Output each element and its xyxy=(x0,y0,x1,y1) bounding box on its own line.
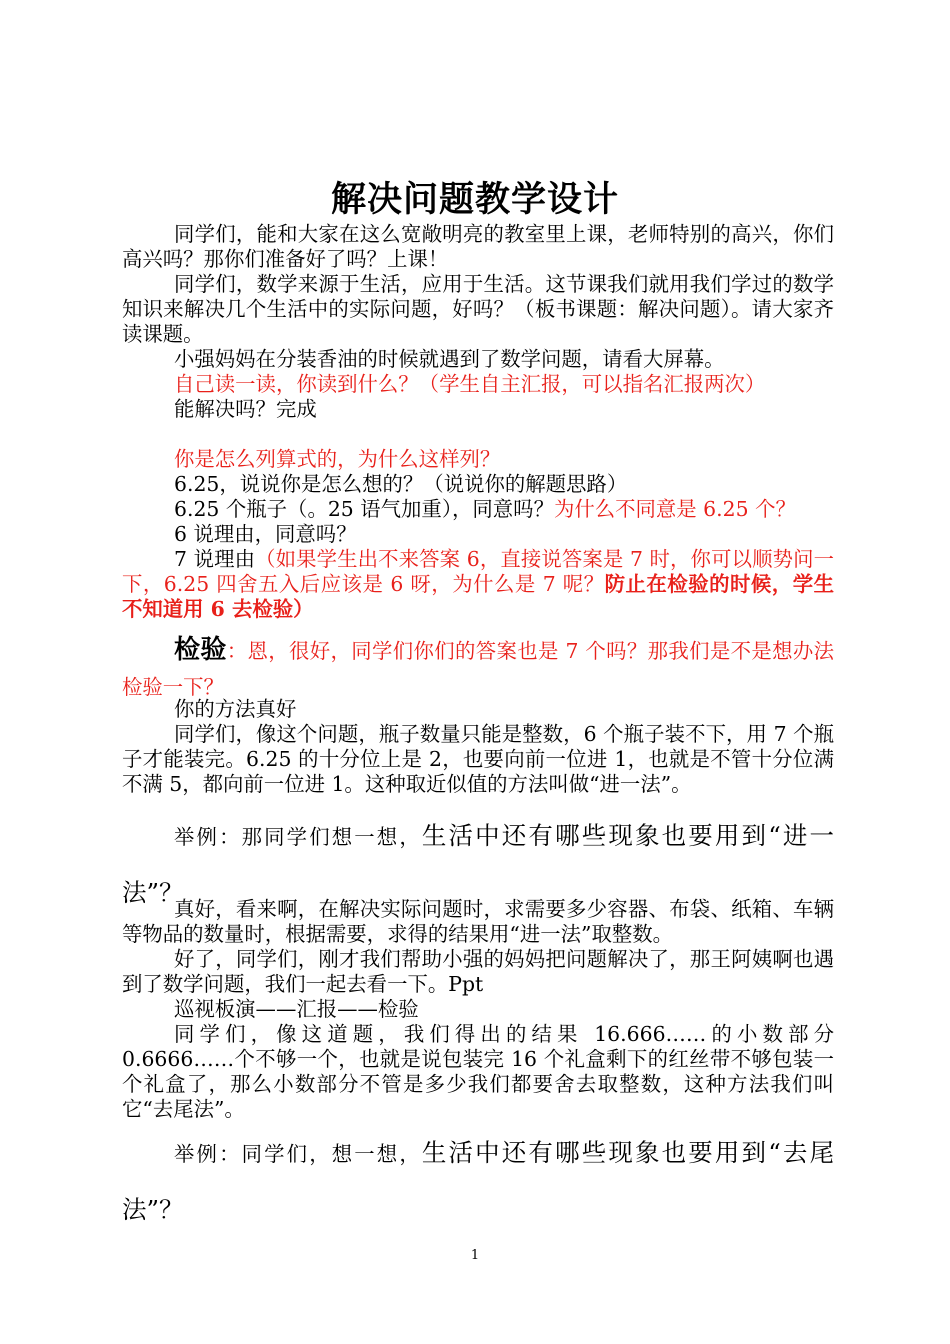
jinyi-example-lead: 举例：那同学们想一想， xyxy=(174,825,422,849)
quwei-example-question: 生活中还有哪些现象也要用到“去尾法”？ xyxy=(122,1138,835,1224)
page-number: 1 xyxy=(470,1248,480,1263)
paragraph-xiaoqiang: 小强妈妈在分装香油的时候就遇到了数学问题，请看大屏幕。 xyxy=(174,347,725,371)
paragraph-intro: 同学们，数学来源于生活，应用于生活。这节课我们就用我们学过的数学知识来解决几个生活中的实际问题，好吗？（板书课题：解决问题）。请大家齐读课题。 xyxy=(122,272,834,346)
paragraph-verify xyxy=(122,632,834,705)
paragraph-6-reason: 6 说理由，同意吗？ xyxy=(174,522,357,546)
bottles-question: 6.25 个瓶子（。25 语气加重），同意吗？ xyxy=(174,497,554,521)
seven-reason-note: （如果学生出不来答案 6，直接说答案是 7 时，你可以顺势问一下，6.25 四舍五入后应该是 6 呀，为什么是 7 呢？ xyxy=(122,547,834,596)
seven-reason-label: 7 说理由 xyxy=(174,547,256,571)
paragraph-7-reason xyxy=(122,547,834,622)
paragraph-can-solve: 能解决吗？完成 xyxy=(174,397,317,421)
seven-reason-emphasis: 防止在检验的时候，学生不知道用 6 去检验） xyxy=(122,572,834,621)
paragraph-jinyi-explain: 同学们，像这个问题，瓶子数量只能是整数，6 个瓶子装不下，用 7 个瓶子才能装完。6.25 的十分位上是 2，也要向前一位进 1，也就是不管十分位满不满 5，都向前一位进 1。这种取近似值的方法叫做“进一法”。 xyxy=(122,722,834,796)
paragraph-formula-question: 你是怎么列算式的，为什么这样列？ xyxy=(174,447,501,471)
jinyi-example-question: 生活中还有哪些现象也要用到“进一法”？ xyxy=(122,821,835,907)
paragraph-process: 巡视板演——汇报——检验 xyxy=(174,997,419,1021)
paragraph-625-bottles xyxy=(174,497,834,522)
bottles-why-not: 为什么不同意是 6.25 个？ xyxy=(553,497,796,521)
quwei-example-lead: 举例：同学们，想一想， xyxy=(174,1142,422,1166)
paragraph-read-prompt: 自己读一读，你读到什么？（学生自主汇报，可以指名汇报两次） xyxy=(174,372,766,396)
paragraph-quwei-explain: 同学们，像这道题，我们得出的结果 16.666……的小数部分 0.6666……个不够一个，也就是说包装完 16 个礼盒剩下的红丝带不够包装一个礼盒了，那么小数部分不管是多少我们都要舍去取整数，这种方法我们叫它“去尾法”。 xyxy=(122,1022,834,1121)
verify-text: ：恩，很好，同学们你们的答案也是 7 个吗？那我们是不是想办法检验一下？ xyxy=(122,639,834,699)
verify-heading: 检验 xyxy=(174,635,227,665)
paragraph-quwei-example xyxy=(122,1125,834,1239)
paragraph-625-think: 6.25，说说你是怎么想的？（说说你的解题思路） xyxy=(174,472,628,496)
paragraph-good-method: 你的方法真好 xyxy=(174,697,297,721)
paragraph-jinyi-summary: 真好，看来啊，在解决实际问题时，求需要多少容器、布袋、纸箱、车辆等物品的数量时，根据需要，求得的结果用“进一法”取整数。 xyxy=(122,897,834,946)
paragraph-wang-problem: 好了，同学们，刚才我们帮助小强的妈妈把问题解决了，那王阿姨啊也遇到了数学问题，我们一起去看一下。Ppt xyxy=(122,947,834,996)
document-title: 解决问题教学设计 xyxy=(330,179,619,220)
paragraph-greeting: 同学们，能和大家在这么宽敞明亮的教室里上课，老师特别的高兴，你们高兴吗？那你们准备好了吗？上课！ xyxy=(122,222,834,271)
